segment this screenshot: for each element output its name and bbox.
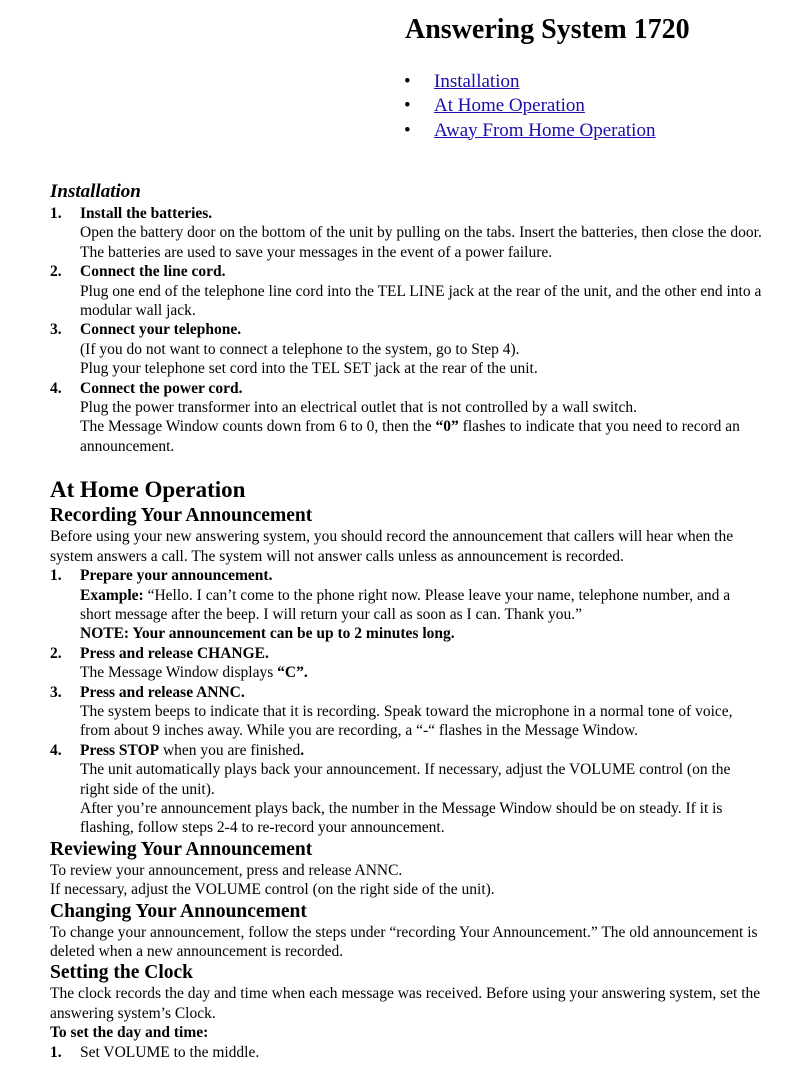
toc-item-away-from-home-operation	[404, 119, 655, 143]
clock-step-1: 1. Set VOLUME to the middle.	[50, 1043, 260, 1061]
installation-step-1: 1. Install the batteries. Open the battery door on the bottom of the unit by pulling on the tabs. Insert the batteries, then close the door. The batteries are used to save your messages in the event of a power failure.	[50, 205, 762, 261]
message-window-paragraph: The Message Window counts down from 6 to 0, then the “0” flashes to indicate that you need to record an announcement.	[80, 418, 740, 455]
recording-step-2: 2. Press and release CHANGE. The Message Window displays “C”.	[50, 644, 308, 682]
reviewing-announcement-heading: Reviewing Your Announcement	[50, 838, 313, 860]
changing-announcement-heading: Changing Your Announcement	[50, 900, 307, 922]
bullet-icon: •	[404, 119, 411, 141]
toc-link-installation[interactable]: Installation	[434, 71, 520, 92]
toc-link-at-home-operation[interactable]: At Home Operation	[434, 95, 585, 117]
document-title: Answering System 1720	[405, 14, 690, 45]
setting-clock-heading: Setting the Clock	[50, 962, 193, 984]
at-home-operation-heading: At Home Operation	[50, 477, 246, 503]
toc-item-at-home-operation	[404, 94, 655, 118]
table-of-contents	[404, 70, 655, 143]
set-day-time-subheading: To set the day and time:	[50, 1024, 209, 1042]
recording-step-4: 4. Press STOP when you are finished. The unit automatically plays back your announcement. If necessary, adjust the VOLUME control (on the right side of the unit). After you’re announcement plays back, the number in the Message Window should be on steady. If it is flashing, follow steps 2-4 to re-record your announcement.	[50, 741, 731, 837]
installation-heading: Installation	[50, 181, 141, 202]
document-body: Installation 1. Install the batteries. Open the battery door on the bottom of the unit by pulling on the tabs. Insert the batteries, then close the door. The batteries are used to save your messages in the event of a power failure. 2. Connect the line cord. Plug one end of the telephone line cord into the TEL LINE jack at the rear of the unit, and the other end into a modular wall jack. 3. Connect your telephone. (If you do not want to connect a telephone to the system, go to Step 4). Plug your telephone set cord into the TEL SET jack at the rear of the unit. 4. Connect the power cord. Plug the power transformer into an electrical outlet that is not controlled by a wall switch. The Message Window counts down from 6 to 0, then the “0” flashes to indicate that you need to record an announcement. At Home Operation Recording Your Announcement Before using your new answering system, you should record the announcement that callers will hear when the system answers a call. The system will not answer calls unless as announcement is recorded. 1. Prepare your announcement. Example: “Hello. I can’t come to the phone right now. Please leave your name, telephone number, and a short message after the beep. I will return your call as soon as I can. Thank you.” NOTE: Your announcement can be up to 2 minutes long. 2. Press and release CHANGE. The Message Window displays “C”. 3. Press and release ANNC. The system beeps to indicate that it is recording. Speak toward the microphone in a normal tone of voice, from about 9 inches away. While you are recording, a “-“ flashes in the Message Window. 4. Press STOP when you are finished. The unit automatically plays back your announcement. If necessary, adjust the VOLUME control (on the right side of the unit). After you’re announcement plays back, the number in the Message Window should be on steady. If it is flashing, follow steps 2-4 to re-record your announcement. Reviewing Your Announcement To review your announcement, press and release ANNC. If necessary, adjust the VOLUME control (on the right side of the unit). Changing Your Announcement To change your announcement, follow the steps under “recording Your Announcement.” The old announcement is deleted when a new announcement is recorded. Setting the Clock The clock records the day and time when each message was received. Before using your answering system, set the answering system’s Clock. To set the day and time: 1. Set VOLUME to the middle.	[50, 181, 762, 1061]
recording-step-3: 3. Press and release ANNC. The system beeps to indicate that it is recording. Speak toward the microphone in a normal tone of voice, from about 9 inches away. While you are recording, a “-“ flashes in the Message Window.	[50, 683, 733, 740]
example-text: Example: “Hello. I can’t come to the phone right now. Please leave your name, telephone number, and a short message after the beep. I will return your call as soon as I can. Thank you.”	[80, 586, 731, 623]
recording-step-1: 1. Prepare your announcement. Example: “Hello. I can’t come to the phone right now. Please leave your name, telephone number, and a short message after the beep. I will return your call as soon as I can. Thank you.” NOTE: Your announcement can be up to 2 minutes long.	[50, 566, 762, 644]
note-text: NOTE: Your announcement can be up to 2 minutes long.	[80, 625, 455, 643]
installation-step-3: 3. Connect your telephone. (If you do not want to connect a telephone to the system, go to Step 4). Plug your telephone set cord into the TEL SET jack at the rear of the unit.	[50, 321, 538, 378]
toc-link-away-from-home-operation[interactable]: Away From Home Operation	[434, 119, 656, 141]
bullet-icon: •	[404, 71, 411, 92]
recording-announcement-heading: Recording Your Announcement	[50, 505, 313, 527]
bullet-icon: •	[404, 95, 411, 117]
installation-step-2: 2. Connect the line cord. Plug one end of the telephone line cord into the TEL LINE jack at the rear of the unit, and the other end into a modular wall jack.	[50, 263, 762, 320]
recording-intro: Before using your new answering system, you should record the announcement that callers will hear when the system answers a call. The system will not answer calls unless as announcement is recorded.	[50, 528, 734, 565]
installation-step-4: 4. Connect the power cord. Plug the power transformer into an electrical outlet that is not controlled by a wall switch. The Message Window counts down from 6 to 0, then the “0” flashes to indicate that you need to record an announcement.	[50, 379, 762, 457]
toc-item-installation	[404, 70, 655, 94]
